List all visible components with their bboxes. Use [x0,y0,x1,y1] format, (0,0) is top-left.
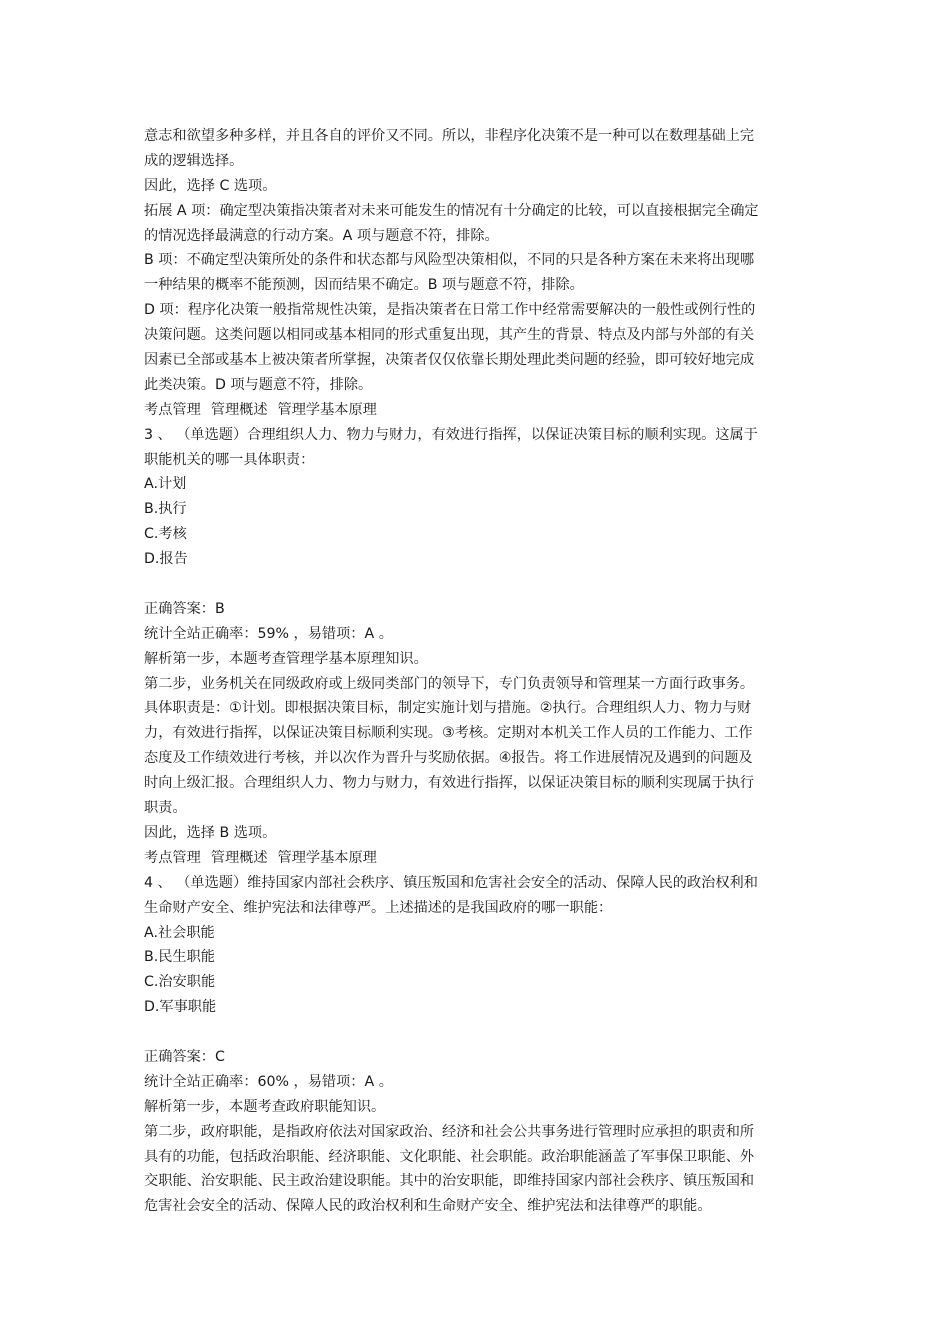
spacer [144,572,812,597]
accuracy-stats: 统计全站正确率：60% ，易错项：A 。 [144,1073,393,1090]
topic-tag: 考点管理 [144,401,201,418]
option-b: B.民生职能 [144,949,215,966]
analysis-step-1: 解析第一步，本题考查管理学基本原理知识。 [144,650,428,667]
topic-tag: 管理概述 [210,401,268,418]
option-b: B.执行 [144,501,187,518]
document-page [144,124,812,1219]
topic-tags [144,398,812,423]
analysis-step-2-line: 第二步，业务机关在同级政府或上级同类部门的领导下，专门负责领导和管理某一方面行政事务。 [144,675,755,692]
analysis-step-2-line: 危害社会安全的活动、保障人民的政治权利和生命财产安全、维护宪法和法律尊严的职能。 [144,1198,712,1215]
topic-tag: 管理学基本原理 [277,401,377,418]
extension-text-line: 因素已全部或基本上被决策者所掌握，决策者仅仅依靠长期处理此类问题的经验，即可较好地完成 [144,352,755,369]
correct-answer: 正确答案：C [144,1048,225,1065]
question-stem-line: 生命财产安全、维护宪法和法律尊严。上述描述的是我国政府的哪一职能： [144,899,613,916]
analysis-step-2-line: 力，有效进行指挥，以保证决策目标顺利实现。③考核。定期对本机关工作人员的工作能力、工作 [144,725,753,742]
analysis-step-2-line: 职责。 [144,800,187,817]
extension-text-line: 的情况选择最满意的行动方案。A 项与题意不符，排除。 [144,227,499,244]
topic-tag: 考点管理 [144,849,201,866]
analysis-step-2-line: 时向上级汇报。合理组织人力、物力与财力，有效进行指挥，以保证决策目标的顺利实现属于执行 [144,775,755,792]
question-stem-line: 3 、 （单选题）合理组织人力、物力与财力，有效进行指挥，以保证决策目标的顺利实现。这属于 [144,426,758,443]
spacer [144,1020,812,1045]
analysis-text-line: 意志和欲望多种多样，并且各自的评价又不同。所以，非程序化决策不是一种可以在数理基础上完 [144,128,755,144]
analysis-step-2-line: 具有的功能，包括政治职能、经济职能、文化职能、社会职能。政治职能涵盖了军事保卫职能、外 [144,1148,755,1165]
analysis-step-2-line: 态度及工作绩效进行考核，并以次作为晋升与奖励依据。④报告。将工作进展情况及遇到的问题及 [144,750,753,767]
option-c: C.治安职能 [144,974,216,991]
option-d: D.报告 [144,551,188,568]
question-stem-line: 职能机关的哪一具体职责： [144,451,315,468]
conclusion-text: 因此，选择 B 选项。 [144,824,277,841]
extension-text-line: 一种结果的概率不能预测，因而结果不确定。B 项与题意不符，排除。 [144,277,584,294]
question-stem-line: 4 、 （单选题）维持国家内部社会秩序、镇压叛国和危害社会安全的活动、保障人民的政治权利和 [144,874,758,891]
extension-text-line: 拓展 A 项：确定型决策指决策者对未来可能发生的情况有十分确定的比较，可以直接根据完全确定 [144,202,759,219]
analysis-step-1: 解析第一步，本题考查政府职能知识。 [144,1098,386,1115]
option-a: A.计划 [144,476,187,493]
conclusion-text: 因此，选择 C 选项。 [144,177,277,194]
topic-tag: 管理概述 [210,849,268,866]
analysis-step-2-line: 交职能、治安职能、民主政治建设职能。其中的治安职能，即维持国家内部社会秩序、镇压叛国和 [144,1173,755,1190]
option-a: A.社会职能 [144,924,215,941]
extension-text-line: 决策问题。这类问题以相同或基本相同的形式重复出现，其产生的背景、特点及内部与外部的有关 [144,327,755,344]
option-c: C.考核 [144,526,187,543]
option-d: D.军事职能 [144,999,217,1016]
extension-text-line: D 项：程序化决策一般指常规性决策，是指决策者在日常工作中经常需要解决的一般性或例行性的 [144,302,756,319]
analysis-text-line: 成的逻辑选择。 [144,152,244,169]
accuracy-stats: 统计全站正确率：59% ，易错项：A 。 [144,625,393,642]
extension-text-line: B 项：不确定型决策所处的条件和状态都与风险型决策相似，不同的只是各种方案在未来将出现哪 [144,252,755,269]
extension-text-line: 此类决策。D 项与题意不符，排除。 [144,376,373,393]
correct-answer: 正确答案：B [144,600,225,617]
analysis-step-2-line: 具体职责是：①计划。即根据决策目标，制定实施计划与措施。②执行。合理组织人力、物力与财 [144,700,752,717]
topic-tag: 管理学基本原理 [277,849,377,866]
analysis-step-2-line: 第二步，政府职能，是指政府依法对国家政治、经济和社会公共事务进行管理时应承担的职责和所 [144,1123,755,1140]
topic-tags [144,846,812,871]
